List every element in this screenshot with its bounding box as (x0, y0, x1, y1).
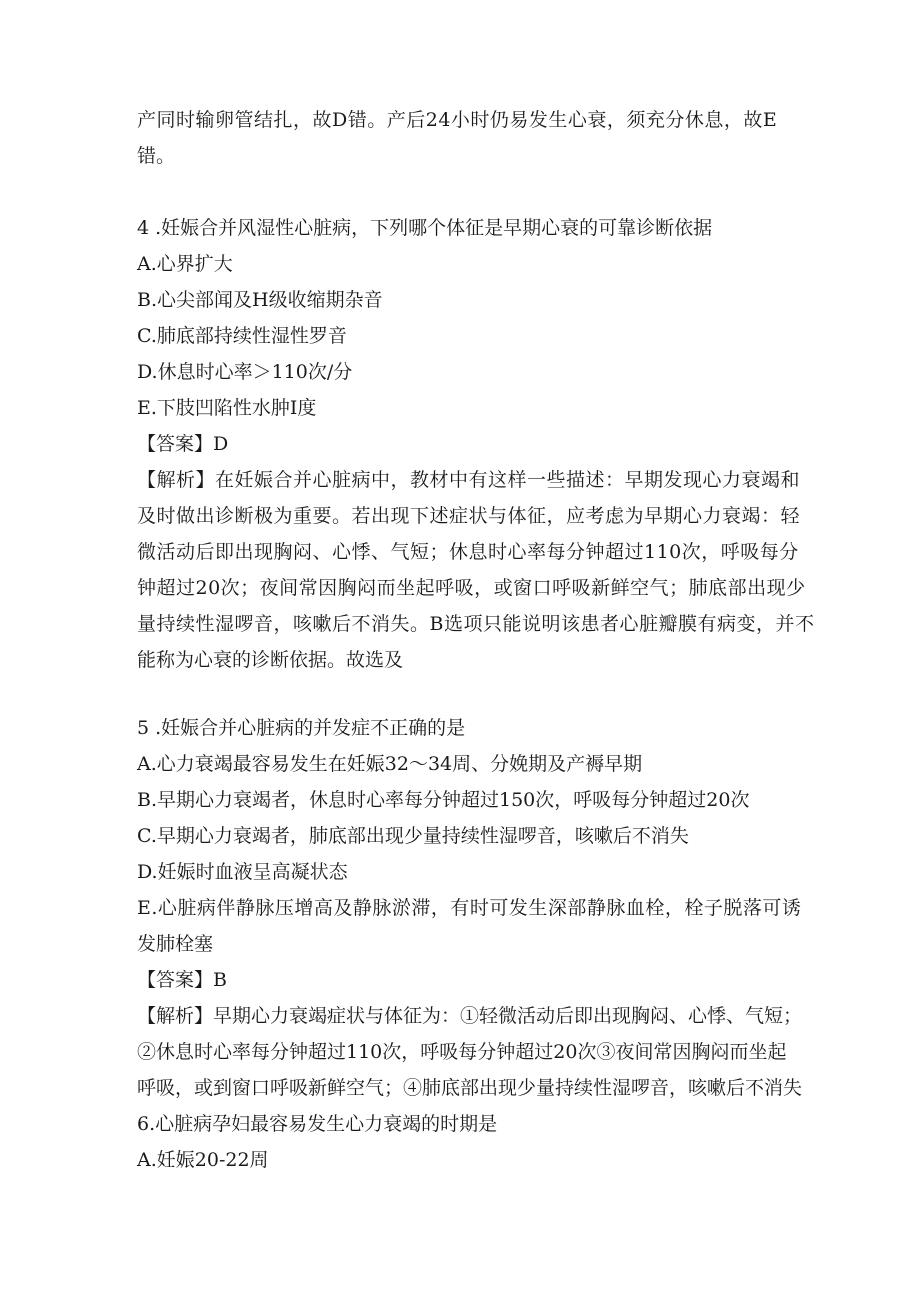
explanation-line: 【解析】早期心力衰竭症状与体征为：①轻微活动后即出现胸闷、心悸、气短； (137, 1005, 803, 1027)
text-line: 错。 (137, 145, 176, 167)
explanation-line: 及时做出诊断极为重要。若出现下述症状与体征，应考虑为早期心力衰竭：轻 (137, 505, 801, 527)
option-a: A.心力衰竭最容易发生在妊娠32～34周、分娩期及产褥早期 (137, 753, 643, 775)
option-a: A.妊娠20-22周 (137, 1149, 269, 1171)
question-6-stem: 6.心脏病孕妇最容易发生心力衰竭的时期是 (137, 1113, 498, 1135)
option-d: D.妊娠时血液呈高凝状态 (137, 861, 348, 883)
explanation-line: 微活动后即出现胸闷、心悸、气短；休息时心率每分钟超过110次，呼吸每分 (137, 541, 799, 563)
option-c: C.肺底部持续性湿性罗音 (137, 325, 347, 347)
explanation-line: 能称为心衰的诊断依据。故选及 (137, 649, 404, 671)
option-b: B.早期心力衰竭者，休息时心率每分钟超过150次，呼吸每分钟超过20次 (137, 789, 750, 811)
question-5-stem: 5 .妊娠合并心脏病的并发症不正确的是 (137, 717, 466, 739)
option-e-continued: 发肺栓塞 (137, 933, 214, 955)
explanation-line: 量持续性湿啰音，咳嗽后不消失。B选项只能说明该患者心脏瓣膜有病变，并不 (137, 613, 815, 635)
explanation-line: ②休息时心率每分钟超过110次，呼吸每分钟超过20次③夜间常因胸闷而坐起 (137, 1041, 787, 1063)
option-a: A.心界扩大 (137, 253, 233, 275)
option-d: D.休息时心率＞110次/分 (137, 361, 353, 383)
question-4-stem: 4 .妊娠合并风湿性心脏病，下列哪个体征是早期心衰的可靠诊断依据 (137, 217, 713, 239)
option-b: B.心尖部闻及H级收缩期杂音 (137, 289, 383, 311)
option-c: C.早期心力衰竭者，肺底部出现少量持续性湿啰音，咳嗽后不消失 (137, 825, 689, 847)
explanation-line: 钟超过20次；夜间常因胸闷而坐起呼吸，或窗口呼吸新鲜空气；肺底部出现少 (137, 577, 806, 599)
explanation-line: 呼吸，或到窗口呼吸新鲜空气；④肺底部出现少量持续性湿啰音，咳嗽后不消失 (137, 1077, 803, 1099)
option-e: E.下肢凹陷性水肿I度 (137, 397, 317, 419)
explanation-line: 【解析】在妊娠合并心脏病中，教材中有这样一些描述：早期发现心力衰竭和 (137, 469, 801, 491)
answer-label: 【答案】D (137, 433, 229, 455)
option-e: E.心脏病伴静脉压增高及静脉淤滞，有时可发生深部静脉血栓，栓子脱落可诱 (137, 897, 802, 919)
text-line: 产同时输卵管结扎，故D错。产后24小时仍易发生心衰，须充分休息，故E (137, 109, 778, 131)
answer-label: 【答案】B (137, 969, 227, 991)
